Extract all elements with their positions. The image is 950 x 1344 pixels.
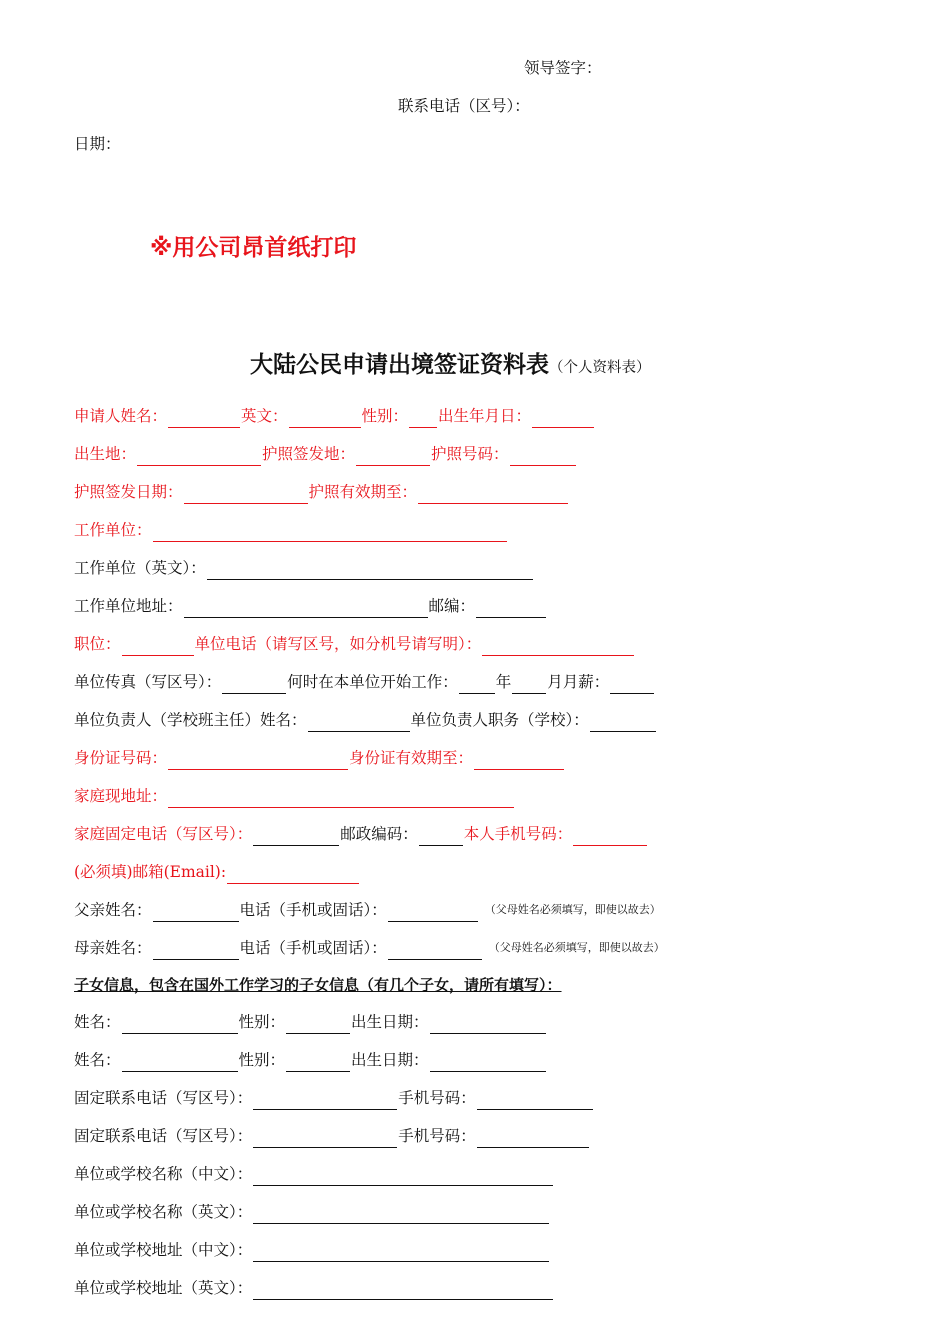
mother-name-label: 母亲姓名： bbox=[74, 939, 152, 957]
passport-number-label: 护照号码： bbox=[431, 445, 509, 463]
postcode-field[interactable] bbox=[476, 600, 546, 618]
mother-phone-field[interactable] bbox=[388, 942, 482, 960]
child-birth-label: 出生日期： bbox=[351, 1013, 429, 1031]
position-label: 职位： bbox=[74, 635, 121, 653]
employer-field[interactable] bbox=[153, 524, 507, 542]
mobile-number-field[interactable] bbox=[477, 1092, 593, 1110]
work-phone-label: 单位电话（请写区号，如分机号请写明）： bbox=[194, 635, 482, 653]
school-addr-en-field[interactable] bbox=[253, 1282, 553, 1300]
school-addr-cn-field[interactable] bbox=[253, 1244, 549, 1262]
child-name-field[interactable] bbox=[122, 1054, 238, 1072]
birth-date-label: 出生年月日： bbox=[438, 407, 532, 425]
supervisor-name-label: 单位负责人（学校班主任）姓名： bbox=[74, 711, 307, 729]
mobile-field[interactable] bbox=[573, 828, 647, 846]
gender-label: 性别： bbox=[361, 407, 409, 425]
salary-field[interactable] bbox=[610, 676, 654, 694]
birth-date-field[interactable] bbox=[532, 410, 594, 428]
child-name-label: 姓名： bbox=[74, 1013, 121, 1031]
child-birth-label: 出生日期： bbox=[351, 1051, 429, 1069]
children-section-text: 子女信息，包含在国外工作学习的子女信息（有几个子女，请所有填写）： bbox=[74, 976, 562, 994]
row-supervisor bbox=[74, 708, 657, 732]
fixed-phone-label: 固定联系电话（写区号）： bbox=[74, 1089, 253, 1107]
employer-label: 工作单位： bbox=[74, 521, 152, 539]
mobile-number-field[interactable] bbox=[477, 1130, 589, 1148]
passport-valid-label: 护照有效期至： bbox=[308, 483, 418, 501]
work-fax-field[interactable] bbox=[222, 676, 286, 694]
home-phone-label: 家庭固定电话（写区号）： bbox=[74, 825, 253, 843]
school-name-cn-label: 单位或学校名称（中文）： bbox=[74, 1165, 253, 1183]
home-postcode-label: 邮政编码： bbox=[340, 825, 418, 843]
row-school-name-en bbox=[74, 1200, 550, 1224]
mobile-label: 本人手机号码： bbox=[463, 825, 573, 843]
school-name-cn-field[interactable] bbox=[253, 1168, 553, 1186]
month-salary-label: 月月薪： bbox=[547, 673, 610, 691]
passport-issue-place-field[interactable] bbox=[356, 448, 430, 466]
father-name-field[interactable] bbox=[153, 904, 239, 922]
row-school-addr-en bbox=[74, 1276, 554, 1300]
mother-note: （父母姓名必须填写，即使以故去） bbox=[488, 941, 665, 954]
row-position bbox=[74, 632, 635, 656]
father-note: （父母姓名必须填写，即使以故去） bbox=[484, 903, 661, 916]
leader-signature-label: 领导签字： bbox=[524, 59, 602, 77]
row-id bbox=[74, 746, 565, 770]
id-number-label: 身份证号码： bbox=[74, 749, 168, 767]
home-address-label: 家庭现地址： bbox=[74, 787, 168, 805]
fixed-phone-field[interactable] bbox=[253, 1092, 397, 1110]
fixed-phone-field[interactable] bbox=[253, 1130, 397, 1148]
employer-address-field[interactable] bbox=[184, 600, 428, 618]
id-number-field[interactable] bbox=[168, 752, 348, 770]
employer-address-label: 工作单位地址： bbox=[74, 597, 183, 615]
father-name-label: 父亲姓名： bbox=[74, 901, 152, 919]
row-home-phone bbox=[74, 822, 648, 846]
row-applicant bbox=[74, 404, 595, 428]
supervisor-name-field[interactable] bbox=[308, 714, 410, 732]
employer-en-field[interactable] bbox=[207, 562, 533, 580]
date-label: 日期： bbox=[74, 135, 121, 153]
form-title-text: 大陆公民申请出境签证资料表 bbox=[250, 352, 549, 378]
child-birth-field[interactable] bbox=[430, 1054, 546, 1072]
child-gender-label: 性别： bbox=[238, 1051, 286, 1069]
home-phone-field[interactable] bbox=[253, 828, 339, 846]
passport-issue-date-label: 护照签发日期： bbox=[74, 483, 183, 501]
print-notice: ※用公司昂首纸打印 bbox=[150, 235, 357, 261]
school-name-en-field[interactable] bbox=[253, 1206, 549, 1224]
school-addr-cn-label: 单位或学校地址（中文）： bbox=[74, 1241, 253, 1259]
home-address-field[interactable] bbox=[168, 790, 514, 808]
passport-issue-date-field[interactable] bbox=[184, 486, 308, 504]
row-employer-address bbox=[74, 594, 547, 618]
passport-number-field[interactable] bbox=[510, 448, 576, 466]
child-name-label: 姓名： bbox=[74, 1051, 121, 1069]
row-passport-dates bbox=[74, 480, 569, 504]
row-home-address bbox=[74, 784, 515, 808]
mobile-number-label: 手机号码： bbox=[398, 1089, 476, 1107]
year-label: 年 bbox=[495, 673, 512, 691]
row-birthplace bbox=[74, 442, 577, 466]
employer-en-label: 工作单位（英文）： bbox=[74, 559, 206, 577]
form-title bbox=[250, 346, 651, 379]
supervisor-title-field[interactable] bbox=[590, 714, 656, 732]
birthplace-field[interactable] bbox=[137, 448, 261, 466]
father-phone-field[interactable] bbox=[388, 904, 478, 922]
start-month-field[interactable] bbox=[512, 676, 546, 694]
child-gender-field[interactable] bbox=[286, 1054, 350, 1072]
row-child-phone-2 bbox=[74, 1124, 590, 1148]
row-mother bbox=[74, 936, 665, 960]
child-birth-field[interactable] bbox=[430, 1016, 546, 1034]
father-phone-label: 电话（手机或固话）： bbox=[239, 901, 387, 919]
child-gender-label: 性别： bbox=[238, 1013, 286, 1031]
home-postcode-field[interactable] bbox=[419, 828, 463, 846]
mother-phone-label: 电话（手机或固话）： bbox=[239, 939, 387, 957]
email-label: (必须填)邮箱(Email): bbox=[74, 863, 227, 881]
row-fax bbox=[74, 670, 655, 694]
row-school-addr-cn bbox=[74, 1238, 550, 1262]
gender-field[interactable] bbox=[409, 410, 437, 428]
supervisor-title-label: 单位负责人职务（学校）： bbox=[410, 711, 589, 729]
child-gender-field[interactable] bbox=[286, 1016, 350, 1034]
id-valid-field[interactable] bbox=[474, 752, 564, 770]
contact-phone-label: 联系电话（区号）： bbox=[398, 97, 530, 115]
postcode-label: 邮编： bbox=[428, 597, 476, 615]
id-valid-label: 身份证有效期至： bbox=[349, 749, 474, 767]
row-school-name-cn bbox=[74, 1162, 554, 1186]
email-field[interactable] bbox=[227, 866, 359, 884]
start-year-field[interactable] bbox=[459, 676, 495, 694]
mother-name-field[interactable] bbox=[153, 942, 239, 960]
position-field[interactable] bbox=[122, 638, 194, 656]
english-name-label: 英文： bbox=[241, 407, 288, 425]
row-child-phone-1 bbox=[74, 1086, 594, 1110]
work-phone-field[interactable] bbox=[482, 638, 634, 656]
work-fax-label: 单位传真（写区号）： bbox=[74, 673, 222, 691]
row-child-2 bbox=[74, 1048, 547, 1072]
row-father bbox=[74, 898, 661, 922]
passport-issue-place-label: 护照签发地： bbox=[262, 445, 356, 463]
row-child-1 bbox=[74, 1010, 547, 1034]
child-name-field[interactable] bbox=[122, 1016, 238, 1034]
children-section-heading bbox=[74, 973, 562, 997]
applicant-name-field[interactable] bbox=[168, 410, 240, 428]
start-work-label: 何时在本单位开始工作： bbox=[287, 673, 458, 691]
birthplace-label: 出生地： bbox=[74, 445, 137, 463]
school-addr-en-label: 单位或学校地址（英文）： bbox=[74, 1279, 253, 1297]
row-employer bbox=[74, 518, 508, 542]
passport-valid-field[interactable] bbox=[418, 486, 568, 504]
school-name-en-label: 单位或学校名称（英文）： bbox=[74, 1203, 253, 1221]
row-email bbox=[74, 860, 360, 884]
applicant-name-label: 申请人姓名： bbox=[74, 407, 168, 425]
mobile-number-label: 手机号码： bbox=[398, 1127, 476, 1145]
english-name-field[interactable] bbox=[289, 410, 361, 428]
form-subtitle: （个人资料表） bbox=[549, 360, 651, 376]
fixed-phone-label: 固定联系电话（写区号）： bbox=[74, 1127, 253, 1145]
row-employer-en bbox=[74, 556, 534, 580]
